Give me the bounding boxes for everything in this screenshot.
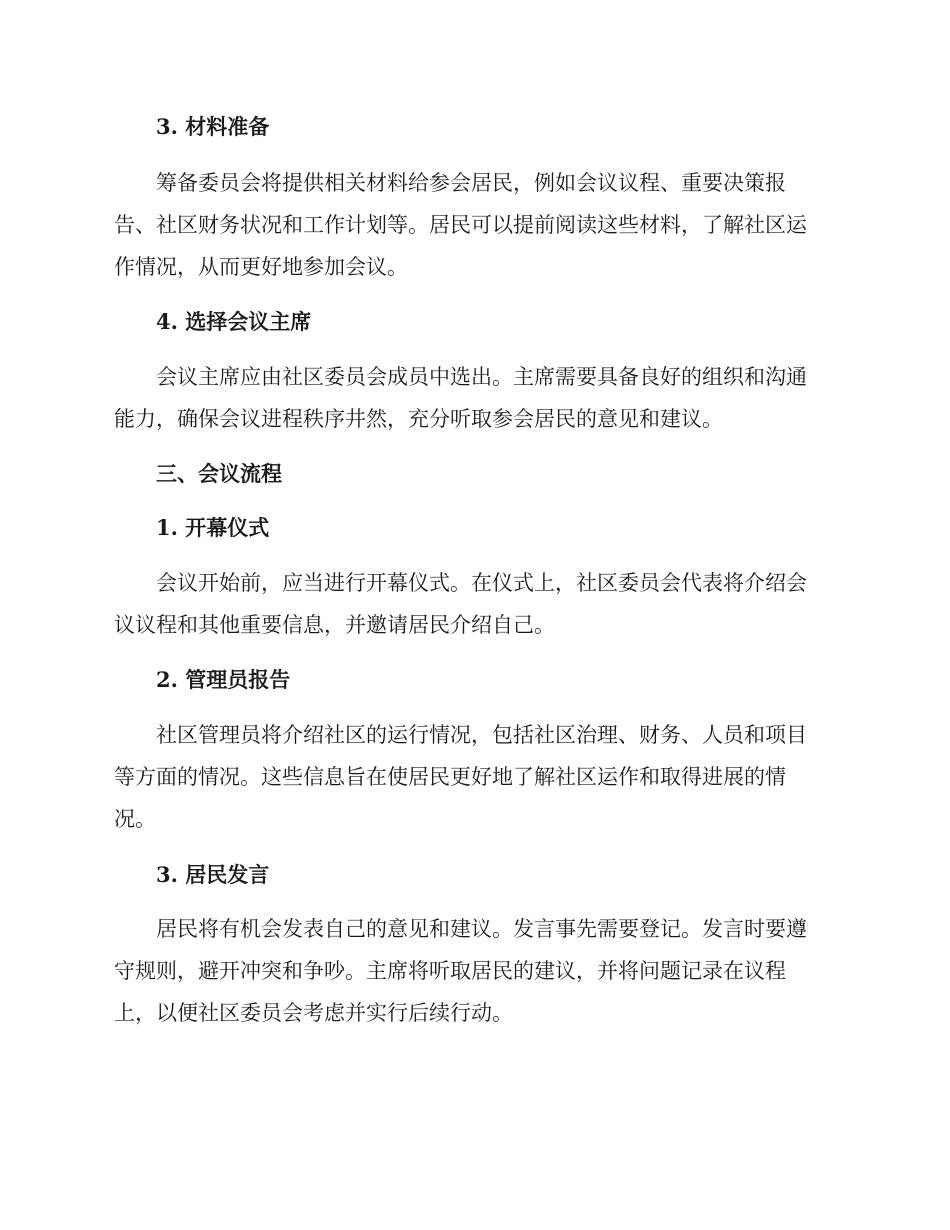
paragraph-line: 社区管理员将介绍社区的运行情况，包括社区治理、财务、人员和项目 bbox=[156, 723, 807, 747]
section-heading-resident-speech: 3. 居民发言 bbox=[156, 862, 270, 887]
section-heading-opening: 1. 开幕仪式 bbox=[156, 515, 270, 540]
paragraph-line: 作情况，从而更好地参加会议。 bbox=[114, 255, 408, 279]
paragraph-line: 议议程和其他重要信息，并邀请居民介绍自己。 bbox=[114, 613, 555, 637]
chapter-heading-process: 三、会议流程 bbox=[156, 461, 282, 486]
paragraph-admin-report bbox=[114, 714, 836, 840]
paragraph-line: 等方面的情况。这些信息旨在使居民更好地了解社区运作和取得进展的情 bbox=[114, 765, 786, 789]
paragraph-line: 会议开始前，应当进行开幕仪式。在仪式上，社区委员会代表将介绍会 bbox=[156, 571, 807, 595]
paragraph-line: 上，以便社区委员会考虑并实行后续行动。 bbox=[114, 1001, 513, 1025]
paragraph-line: 况。 bbox=[114, 807, 156, 831]
paragraph-line: 能力，确保会议进程秩序井然，充分听取参会居民的意见和建议。 bbox=[114, 407, 723, 431]
paragraph-line: 守规则，避开冲突和争吵。主席将听取居民的建议，并将问题记录在议程 bbox=[114, 959, 786, 983]
paragraph-chairman bbox=[114, 356, 836, 440]
paragraph-line: 居民将有机会发表自己的意见和建议。发言事先需要登记。发言时要遵 bbox=[156, 917, 807, 941]
paragraph-materials bbox=[114, 162, 836, 288]
section-heading-materials: 3. 材料准备 bbox=[156, 114, 270, 139]
section-heading-chairman: 4. 选择会议主席 bbox=[156, 309, 312, 334]
paragraph-opening bbox=[114, 562, 836, 646]
paragraph-line: 会议主席应由社区委员会成员中选出。主席需要具备良好的组织和沟通 bbox=[156, 365, 807, 389]
section-heading-admin-report: 2. 管理员报告 bbox=[156, 667, 291, 692]
paragraph-line: 筹备委员会将提供相关材料给参会居民，例如会议议程、重要决策报 bbox=[156, 171, 786, 195]
paragraph-line: 告、社区财务状况和工作计划等。居民可以提前阅读这些材料，了解社区运 bbox=[114, 213, 807, 237]
paragraph-resident-speech bbox=[114, 908, 836, 1034]
